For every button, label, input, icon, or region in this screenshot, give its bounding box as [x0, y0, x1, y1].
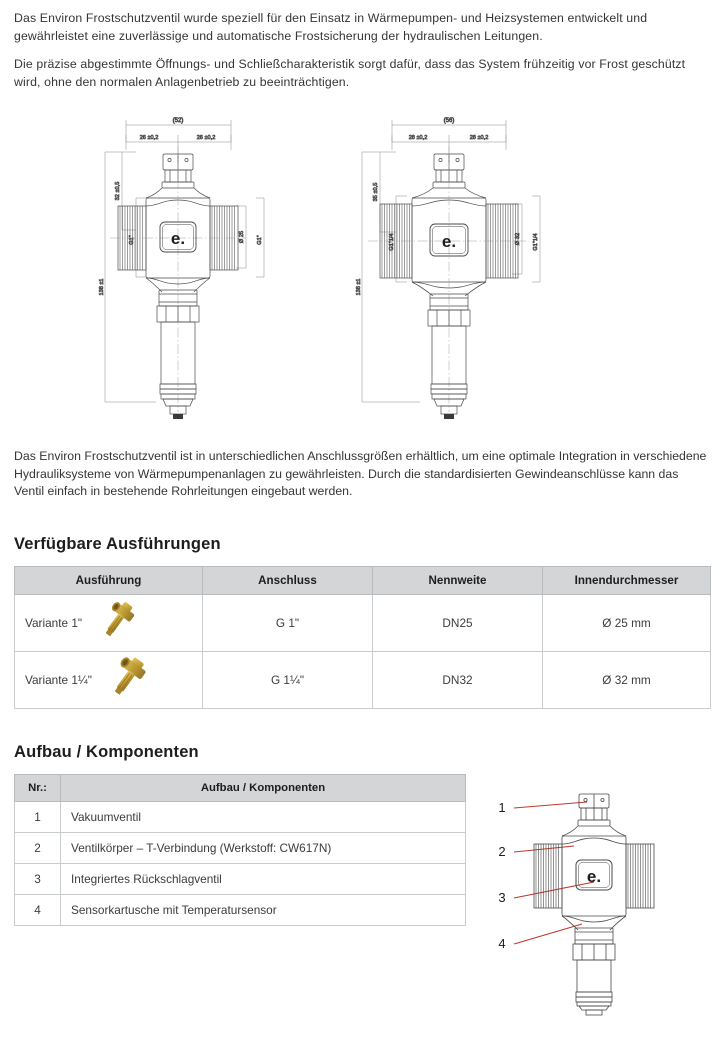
components-section [14, 774, 711, 1023]
intro-paragraph-1: Das Environ Frostschutzventil wurde speziell für den Einsatz in Wärmepumpen- und Heizsystemen entwickelt und gewährleistet eine zuverlässige und automatische Frostsicherung der hydraulischen Leitungen. [14, 11, 648, 43]
nennweite-cell: DN32 [373, 651, 543, 708]
brass-fitting-photo [88, 599, 160, 647]
dim-overall-width: (56) [443, 118, 455, 124]
dim-thread-right: G1" [257, 235, 263, 245]
table-row [15, 801, 466, 832]
component-name: Ventilkörper – T-Verbindung (Werkstoff: CW617N) [61, 832, 466, 863]
component-nr: 4 [15, 894, 61, 925]
callout-label-3: 3 [498, 889, 506, 905]
component-name: Vakuumventil [61, 801, 466, 832]
callout-label-2: 2 [498, 843, 506, 859]
dim-inner-diameter: Ø 25 [239, 230, 245, 244]
dim-overall-height: 138 ±1 [356, 278, 362, 296]
dim-thread-left: G1" [129, 235, 135, 245]
column-header-anschluss: Anschluss [203, 566, 373, 594]
variants-table-header-row [15, 566, 711, 594]
column-header-nennweite: Nennweite [373, 566, 543, 594]
variants-section-title: Verfügbare Ausführungen [14, 534, 221, 553]
variant-cell [15, 594, 203, 651]
component-nr: 1 [15, 801, 61, 832]
column-header-innendurchmesser: Innendurchmesser [543, 566, 711, 594]
intro-paragraph-2: Die präzise abgestimmte Öffnungs- und Schließcharakteristik sorgt dafür, dass das System frühzeitig vor Frost geschützt wird, ohne den normalen Anlagenbetrieb zu beeinträchtigen. [14, 57, 686, 89]
variant-label: Variante 1" [25, 615, 83, 630]
callout-label-1: 1 [498, 799, 506, 815]
dim-thread-left: G1"1/4 [389, 233, 395, 251]
brass-fitting-photo [98, 655, 170, 705]
dim-thread-right: G1"1/4 [533, 233, 539, 251]
valve-drawing-dn25-svg [96, 102, 341, 442]
column-header-nr: Nr.: [15, 774, 61, 801]
variants-table [14, 566, 711, 709]
valve-drawing-dn25 [96, 102, 341, 442]
table-row [15, 832, 466, 863]
valve-callout-svg [484, 778, 699, 1018]
component-nr: 2 [15, 832, 61, 863]
table-row [15, 651, 711, 708]
valve-drawing-dn32 [354, 102, 614, 442]
anschluss-cell: G 1" [203, 594, 373, 651]
valve-logo-text: e. [170, 229, 186, 248]
valve-logo-text: e. [586, 866, 602, 886]
dim-half-width-right: 28 ±0,2 [469, 135, 489, 141]
dim-inner-diameter: Ø 32 [515, 232, 521, 246]
innendurchmesser-cell: Ø 32 mm [543, 651, 711, 708]
innendurchmesser-cell: Ø 25 mm [543, 594, 711, 651]
nennweite-cell: DN25 [373, 594, 543, 651]
leader-line-1 [514, 802, 587, 808]
dim-body-height: 32 ±0,5 [115, 181, 121, 201]
anschluss-cell: G 1¼" [203, 651, 373, 708]
dim-half-width-right: 26 ±0,2 [196, 135, 216, 141]
dim-overall-width: (52) [172, 118, 184, 124]
dim-half-width-left: 28 ±0,2 [408, 135, 428, 141]
table-row [15, 894, 466, 925]
component-name: Integriertes Rückschlagventil [61, 863, 466, 894]
valve-logo-text: e. [441, 232, 457, 251]
component-name: Sensorkartusche mit Temperatursensor [61, 894, 466, 925]
component-nr: 3 [15, 863, 61, 894]
variant-cell [15, 651, 203, 708]
table-row [15, 594, 711, 651]
components-table [14, 774, 466, 926]
components-section-title: Aufbau / Komponenten [14, 742, 199, 761]
dim-body-height: 35 ±0,5 [373, 182, 379, 202]
leader-line-2 [514, 846, 574, 852]
leader-line-4 [514, 924, 582, 944]
valve-callout-diagram [484, 778, 699, 1023]
mid-paragraph: Das Environ Frostschutzventil ist in unterschiedlichen Anschlussgrößen erhältlich, um eine optimale Integration in verschiedene Hydrauliksysteme von Wärmepumpenanlagen zu gewährleisten. Durch die standardisierten Gewindeanschlüsse kann das Ventil einfach in bestehende Rohrleitungen eingebaut werden. [14, 449, 707, 498]
valve-drawing-dn32-svg [354, 102, 614, 442]
column-header-component: Aufbau / Komponenten [61, 774, 466, 801]
components-table-header-row [15, 774, 466, 801]
table-row [15, 863, 466, 894]
technical-drawings-row [14, 102, 711, 442]
dim-overall-height: 138 ±1 [99, 278, 105, 296]
column-header-ausfuehrung: Ausführung [15, 566, 203, 594]
callout-label-4: 4 [498, 935, 506, 951]
dim-half-width-left: 26 ±0,2 [139, 135, 159, 141]
variant-label: Variante 1¼" [25, 672, 92, 687]
intro-section [14, 10, 711, 91]
